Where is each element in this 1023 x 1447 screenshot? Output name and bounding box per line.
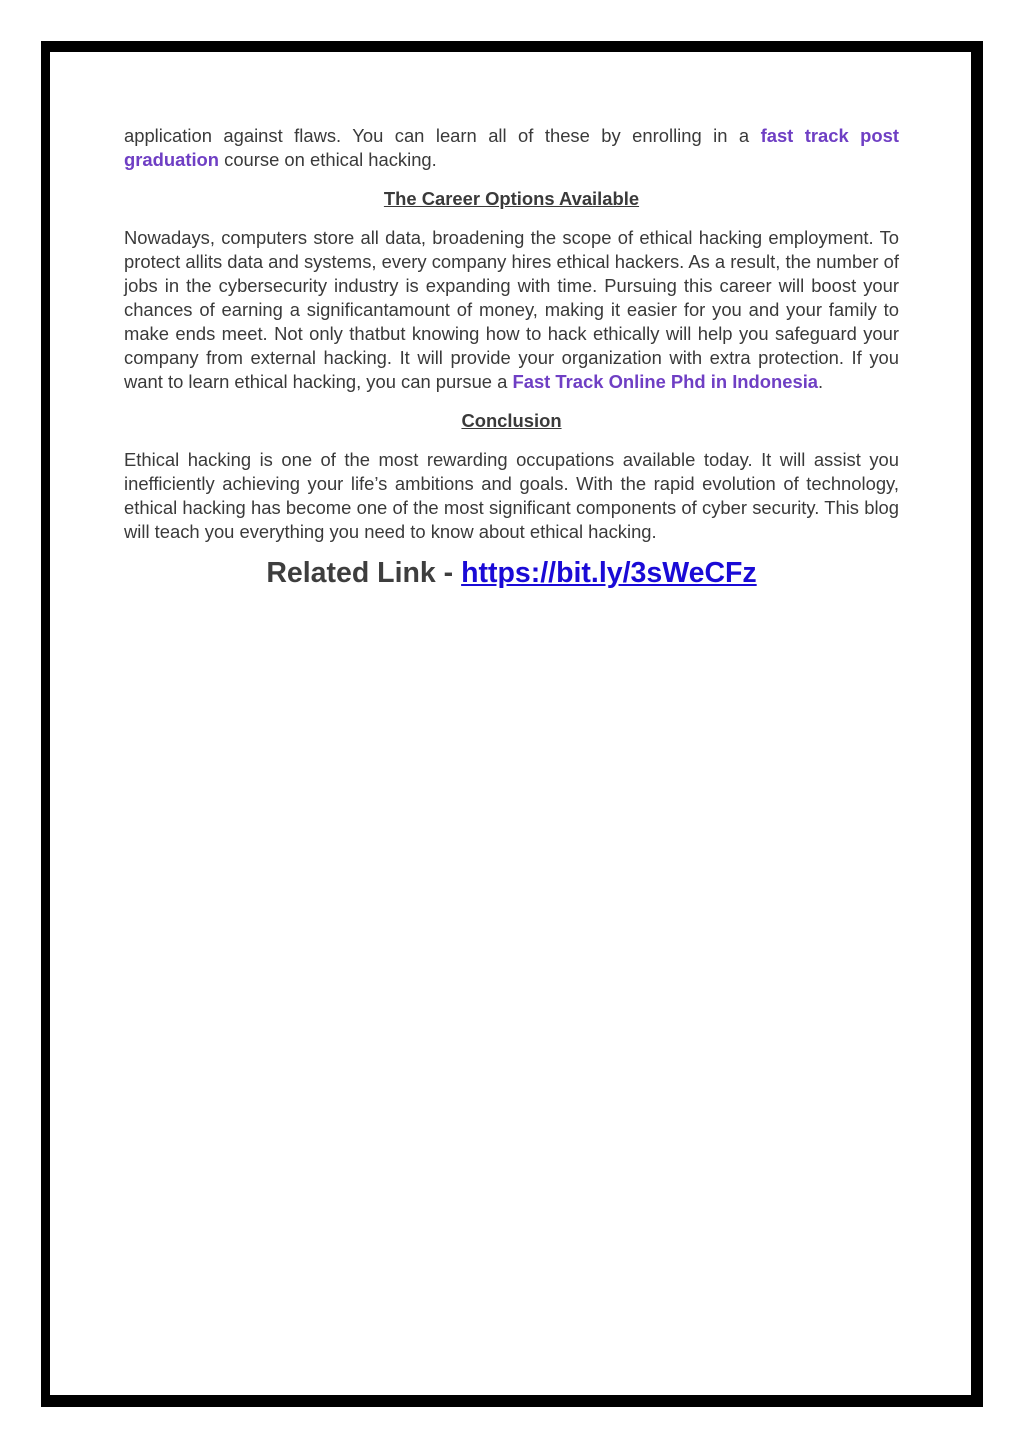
intro-text-after: course on ethical hacking. <box>219 149 437 170</box>
intro-paragraph <box>124 124 899 172</box>
career-options-heading: The Career Options Available <box>383 188 640 209</box>
career-paragraph <box>124 226 899 394</box>
conclusion-heading: Conclusion <box>461 410 562 431</box>
related-link-url[interactable]: https://bit.ly/3sWeCFz <box>461 557 757 589</box>
document-content <box>124 124 899 590</box>
career-text-before: Nowadays, computers store all data, broadening the scope of ethical hacking employment. To protect allits data and systems, every company hires ethical hackers. As a result, the number of jobs in the cybersecurity industry is expanding with time. Pursuing this career will boost your chances of earning a significantamount of money, making it easier for you and your family to make ends meet. Not only thatbut knowing how to hack ethically will help you safeguard your company from external hacking. It will provide your organization with extra protection. If you want to learn ethical hacking, you can pursue a <box>124 227 899 392</box>
related-link-label: Related Link - <box>266 557 462 589</box>
career-text-after: . <box>818 371 824 392</box>
conclusion-paragraph: Ethical hacking is one of the most rewarding occupations available today. It will assist you inefficiently achieving your life’s ambitions and goals. With the rapid evolution of technology, ethical hacking has become one of the most significant components of cyber security. This blog will teach you everything you need to know about ethical hacking. <box>124 449 899 542</box>
fast-track-post-graduation-link[interactable]: fast track post graduation <box>124 125 899 170</box>
related-link-line <box>124 556 899 590</box>
fast-track-online-phd-link[interactable]: Fast Track Online Phd in Indonesia <box>512 371 819 392</box>
intro-text-before: application against flaws. You can learn all of these by enrolling in a <box>124 125 761 146</box>
